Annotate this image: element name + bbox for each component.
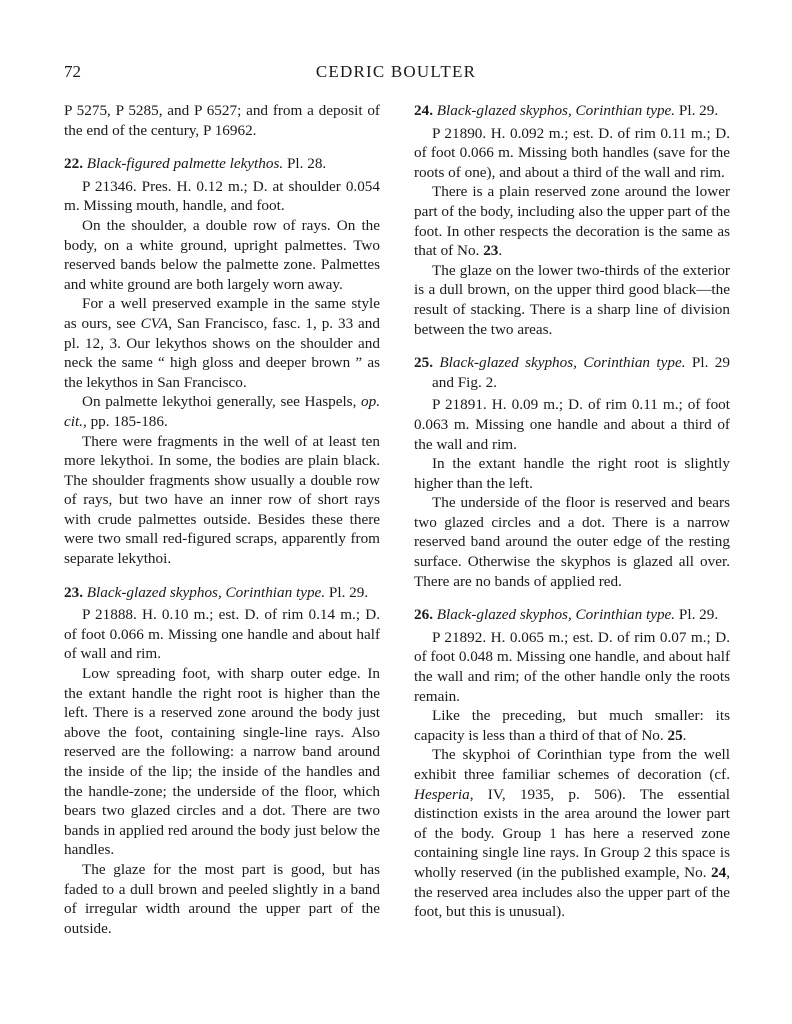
plate-reference: Pl. 29. xyxy=(325,583,369,601)
entry-number: 23. xyxy=(64,583,83,601)
catalogue-entry-23 xyxy=(64,583,380,939)
cross-reference: 23 xyxy=(483,242,499,260)
entry-paragraph: The skyphoi of Corinthian type from the well exhibit three familiar schemes of decoration (cf. Hesperia, IV, 1935, p. 506). The essential distinction exists in the area around the lower part of the body. Group 1 has here a reserved zone containing single line rays. In Group 2 this space is wholly reserved (in the published example, No. 24, the reserved area includes also the upper part of the foot, but this is unusual). xyxy=(414,746,730,921)
entry-measurements: P 21346. Pres. H. 0.12 m.; D. at shoulder 0.054 m. Missing mouth, handle, and foot. xyxy=(64,177,380,215)
entry-heading xyxy=(414,605,730,625)
citation-op-cit: op. cit. xyxy=(64,393,380,430)
plate-reference: Pl. 28. xyxy=(283,155,327,173)
left-column xyxy=(64,101,380,938)
page-header xyxy=(64,62,728,86)
entry-measurements: P 21888. H. 0.10 m.; est. D. of rim 0.14 m.; D. of foot 0.066 m. Missing one handle and about half of wall and rim. xyxy=(64,606,380,663)
entry-title: Black-figured palmette lekythos. xyxy=(86,155,284,173)
entry-paragraph: The glaze for the most part is good, but has faded to a dull brown and peeled slightly in a band of irregular width around the upper part of the outside. xyxy=(64,860,380,937)
citation-cva: CVA xyxy=(140,314,169,332)
plate-reference: Pl. 29. xyxy=(675,102,719,119)
running-head: CEDRIC BOULTER xyxy=(315,62,477,81)
cross-reference: 25 xyxy=(667,726,683,744)
entry-heading xyxy=(414,101,730,121)
entry-heading xyxy=(414,353,730,392)
entry-measurements: P 21891. H. 0.09 m.; D. of rim 0.11 m.; of foot 0.063 m. Missing one handle and about a third of the wall and rim. xyxy=(414,396,730,453)
entry-title: Black-glazed skyphos, Corinthian type. xyxy=(439,354,686,372)
entry-measurements: P 21892. H. 0.065 m.; est. D. of rim 0.07 m.; D. of foot 0.048 m. Missing one handle, and about half the wall and rim; of the other handle only the roots remain. xyxy=(414,628,730,705)
catalogue-entry-22 xyxy=(64,154,380,568)
entry-paragraph: On the shoulder, a double row of rays. On the body, on a white ground, upright palmettes. Two reserved bands below the palmette zone. Palmettes and white ground are both largely worn away. xyxy=(64,216,380,293)
entry-heading xyxy=(64,154,380,174)
entry-paragraph: The underside of the floor is reserved and bears two glazed circles and a dot. There is a narrow reserved band around the outer edge of the resting surface. Otherwise the skyphos is glazed all over. There are no bands of applied red. xyxy=(414,494,730,590)
plate-reference: Pl. 29. xyxy=(675,606,719,624)
citation-hesperia: Hesperia xyxy=(414,785,470,803)
entry-number: 22. xyxy=(64,155,83,173)
page-number: 72 xyxy=(64,62,81,81)
right-column xyxy=(414,101,730,922)
entry-number: 26. xyxy=(414,606,433,624)
entry-number: 24. xyxy=(414,102,433,119)
cross-reference: 24 xyxy=(711,863,727,881)
entry-paragraph: In the extant handle the right root is slightly higher than the left. xyxy=(414,455,730,492)
entry-paragraph: There is a plain reserved zone around the lower part of the body, including also the upper part of the foot. In other respects the decoration is the same as that of No. 23. xyxy=(414,183,730,260)
catalogue-entry-25 xyxy=(414,353,730,591)
entry-paragraph: The glaze on the lower two-thirds of the exterior is a dull brown, on the upper third good black—the result of stacking. There is a sharp line of division between the two areas. xyxy=(414,261,730,338)
intro-paragraph: P 5275, P 5285, and P 6527; and from a deposit of the end of the century, P 16962. xyxy=(64,102,380,139)
catalogue-entry-26 xyxy=(414,605,730,922)
plate-reference: Pl. 29 and Fig. 2. xyxy=(432,354,730,391)
entry-measurements: P 21890. H. 0.092 m.; est. D. of rim 0.11 m.; D. of foot 0.066 m. Missing both handles (save for the roots of one), and about a third of the wall and rim. xyxy=(414,124,730,181)
entry-title: Black-glazed skyphos, Corinthian type. xyxy=(436,102,676,119)
entry-title: Black-glazed skyphos, Corinthian type. xyxy=(436,606,676,624)
entry-paragraph: For a well preserved example in the same style as ours, see CVA, San Francisco, fasc. 1, p. 33 and pl. 12, 3. Our lekythos shows on the shoulder and neck the same “ high gloss and deeper brown ” as the lekythos in San Francisco. xyxy=(64,295,380,391)
entry-paragraph: On palmette lekythoi generally, see Haspels, op. cit., pp. 185-186. xyxy=(64,393,380,430)
entry-paragraph: Low spreading foot, with sharp outer edge. In the extant handle the right root is higher than the left. There is a reserved zone around the body just above the foot, containing single-line rays. Also reserved are the following: a narrow band around the inside of the lip; the inside of the handles and the handle-zone; the underside of the floor, which bears two glazed circles and a dot. There are two bands in applied red around the body just below the handles. xyxy=(64,665,380,859)
entry-paragraph: There were fragments in the well of at least ten more lekythoi. In some, the bodies are plain black. The shoulder fragments show usually a double row of rays, but two have an inner row of short rays with crude palmettes outside. Besides these there were two small red-figured scraps, apparently from separate lekythoi. xyxy=(64,432,380,568)
entry-heading xyxy=(64,583,380,603)
entry-paragraph: Like the preceding, but much smaller: its capacity is less than a third of that of No. 25. xyxy=(414,707,730,744)
entry-title: Black-glazed skyphos, Corinthian type. xyxy=(86,583,326,601)
catalogue-entry-24 xyxy=(414,101,730,339)
entry-number: 25. xyxy=(414,354,433,372)
